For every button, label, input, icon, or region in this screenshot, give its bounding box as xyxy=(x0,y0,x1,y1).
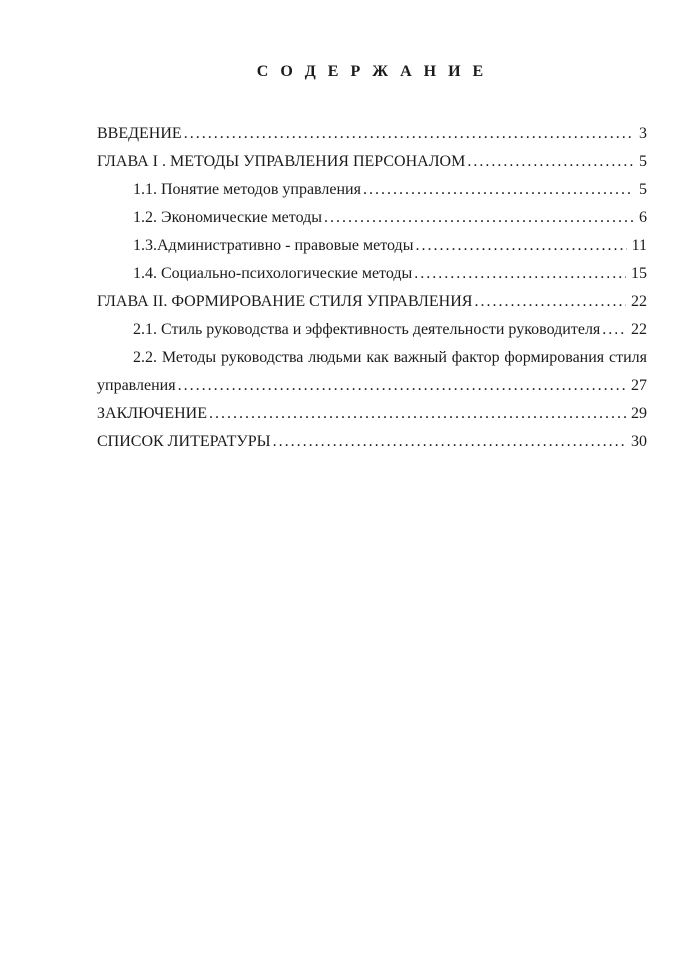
toc-entry-zaklyuchenie xyxy=(97,400,647,428)
toc-entry-glava-1 xyxy=(97,148,647,176)
toc-entry-2-2-line2 xyxy=(97,372,647,400)
toc-entry-page: 27 xyxy=(631,377,647,394)
toc-entry-page: 29 xyxy=(631,405,647,422)
dot-leader xyxy=(472,288,626,316)
toc-entry-label: 1.1. Понятие методов управления xyxy=(133,181,361,198)
toc-entry-label: 1.3.Административно - правовые методы xyxy=(133,237,414,254)
toc-entry-label: ЗАКЛЮЧЕНИЕ xyxy=(97,405,207,422)
toc-entry-label: ГЛАВА I . МЕТОДЫ УПРАВЛЕНИЯ ПЕРСОНАЛОМ xyxy=(97,153,466,170)
toc-entry-2-1 xyxy=(97,316,647,344)
dot-leader xyxy=(322,204,634,232)
toc-entry-label: управления xyxy=(97,377,176,394)
toc-entry-label: ГЛАВА II. ФОРМИРОВАНИЕ СТИЛЯ УПРАВЛЕНИЯ xyxy=(97,293,473,310)
dot-leader xyxy=(176,372,626,400)
toc-entry-1-4 xyxy=(97,260,647,288)
toc-entry-1-1 xyxy=(97,176,647,204)
dot-leader xyxy=(412,260,626,288)
toc-entry-page: 22 xyxy=(631,321,647,338)
toc-entry-1-3 xyxy=(97,232,647,260)
dot-leader xyxy=(182,120,634,148)
dot-leader xyxy=(361,176,634,204)
toc-entry-vvedenie xyxy=(97,120,647,148)
toc-entry-page: 15 xyxy=(631,265,647,282)
toc-entry-page: 6 xyxy=(639,209,647,226)
toc-entry-page: 3 xyxy=(639,125,647,142)
toc-entry-label: 2.1. Стиль руководства и эффективность деятельности руководителя xyxy=(133,321,601,338)
toc-entry-label: 1.2. Экономические методы xyxy=(133,209,322,226)
toc-entry-2-2-line1: 2.2. Методы руководства людьми как важный фактор формирования стиля xyxy=(133,349,647,366)
toc-entry-page: 30 xyxy=(631,433,647,450)
toc-entry-glava-2 xyxy=(97,288,647,316)
toc-entry-label: 1.4. Социально-психологические методы xyxy=(133,265,413,282)
dot-leader xyxy=(207,400,626,428)
page-title: С О Д Е Р Ж А Н И Е xyxy=(256,63,488,80)
toc-entry-page: 22 xyxy=(631,293,647,310)
table-of-contents xyxy=(97,120,647,456)
dot-leader xyxy=(271,428,626,456)
dot-leader xyxy=(600,316,626,344)
toc-entry-label: ВВЕДЕНИЕ xyxy=(97,125,182,142)
toc-entry-spisok-literatury xyxy=(97,428,647,456)
toc-entry-1-2 xyxy=(97,204,647,232)
toc-entry-page: 11 xyxy=(631,237,647,254)
dot-leader xyxy=(413,232,626,260)
toc-entry-label: СПИСОК ЛИТЕРАТУРЫ xyxy=(97,433,271,450)
toc-entry-page: 5 xyxy=(639,153,647,170)
dot-leader xyxy=(465,148,634,176)
toc-entry-page: 5 xyxy=(639,181,647,198)
